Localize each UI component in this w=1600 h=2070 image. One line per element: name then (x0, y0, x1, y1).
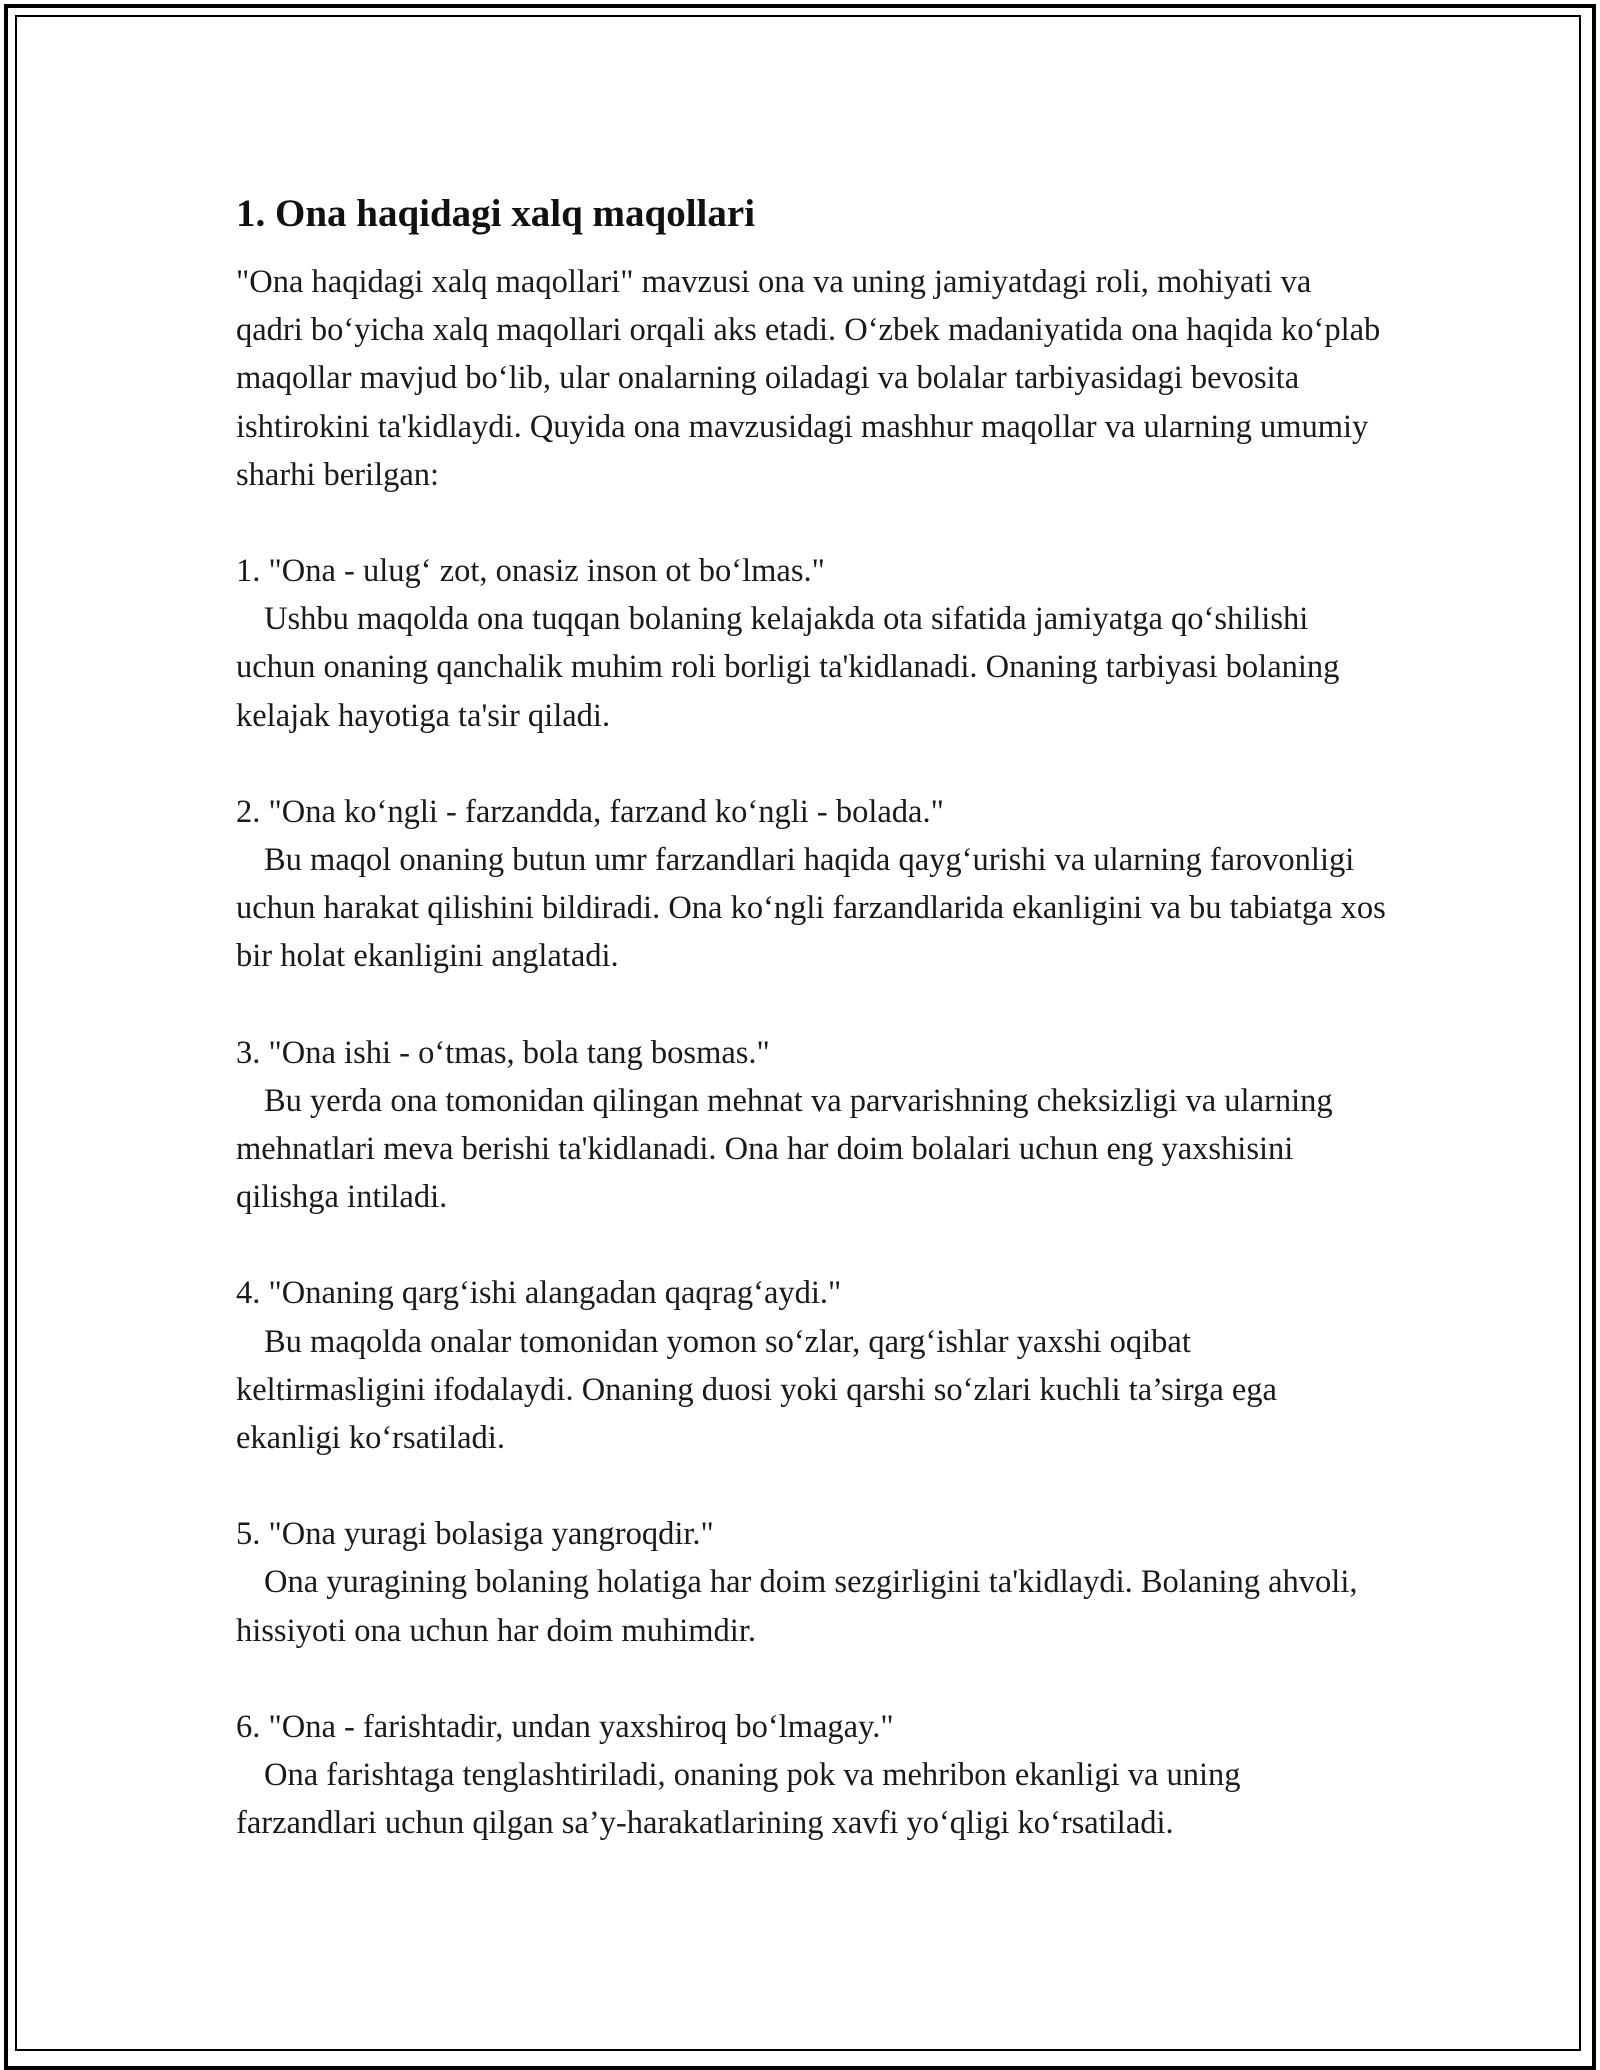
proverb-explanation: Bu maqolda onalar tomonidan yomon so‘zlar, qarg‘ishlar yaxshi oqibat keltirmasligini ifodalaydi. Onaning duosi yoki qarshi so‘zlari kuchli ta’sirga ega ekanligi ko‘rsatiladi. (236, 1323, 1277, 1457)
proverb-explanation: Ona farishtaga tenglashtiriladi, onaning pok va mehribon ekanligi va uning farzandlari uchun qilgan sa’y-harakatlarining xavfi yo‘qligi ko‘rsatiladi. (236, 1757, 1241, 1842)
proverb-item-1 (236, 547, 1386, 740)
proverb-heading: 6. "Ona - farishtadir, undan yaxshiroq bo‘lmagay." (236, 1708, 894, 1745)
proverb-item-4 (236, 1269, 1386, 1462)
proverb-item-2 (236, 788, 1386, 981)
document-body (236, 186, 1386, 1895)
proverb-heading: 3. "Ona ishi - o‘tmas, bola tang bosmas." (236, 1034, 770, 1071)
proverb-explanation: Bu maqol onaning butun umr farzandlari haqida qayg‘urishi va ularning farovonligi uchun harakat qilishini bildiradi. Ona ko‘ngli farzandlarida ekanligini va bu tabiatga xos bir holat ekanligini anglatadi. (236, 842, 1386, 975)
document-title: 1. Ona haqidagi xalq maqollari (236, 192, 756, 235)
proverb-heading: 5. "Ona yuragi bolasiga yangroqdir." (236, 1516, 714, 1553)
intro-paragraph: "Ona haqidagi xalq maqollari" mavzusi ona va uning jamiyatdagi roli, mohiyati va qadri bo‘yicha xalq maqollari orqali aks etadi. O‘zbek madaniyatida ona haqida ko‘plab maqollar mavjud bo‘lib, ular onalarning oiladagi va bolalar tarbiyasidagi bevosita ishtirokini ta'kidlaydi. Quyida ona mavzusidagi mashhur maqollar va ularning umumiy sharhi berilgan: (236, 264, 1381, 493)
proverb-heading: 2. "Ona ko‘ngli - farzandda, farzand ko‘ngli - bolada." (236, 793, 944, 830)
proverb-heading: 4. "Onaning qarg‘ishi alangadan qaqrag‘aydi." (236, 1275, 842, 1312)
proverb-explanation: Ona yuragining bolaning holatiga har doim sezgirligini ta'kidlaydi. Bolaning ahvoli, hissiyoti ona uchun har doim muhimdir. (236, 1564, 1358, 1649)
proverb-explanation: Ushbu maqolda ona tuqqan bolaning kelajakda ota sifatida jamiyatga qo‘shilishi uchun onaning qanchalik muhim roli borligi ta'kidlanadi. Onaning tarbiyasi bolaning kelajak hayotiga ta'sir qiladi. (236, 601, 1340, 734)
proverb-item-3 (236, 1029, 1386, 1222)
proverb-item-5 (236, 1510, 1386, 1655)
proverb-heading: 1. "Ona - ulug‘ zot, onasiz inson ot bo‘lmas." (236, 553, 825, 590)
proverb-explanation: Bu yerda ona tomonidan qilingan mehnat va parvarishning cheksizligi va ularning mehnatlari meva berishi ta'kidlanadi. Ona har doim bolalari uchun eng yaxshisini qilishga intiladi. (236, 1082, 1333, 1216)
proverb-item-6 (236, 1703, 1386, 1848)
